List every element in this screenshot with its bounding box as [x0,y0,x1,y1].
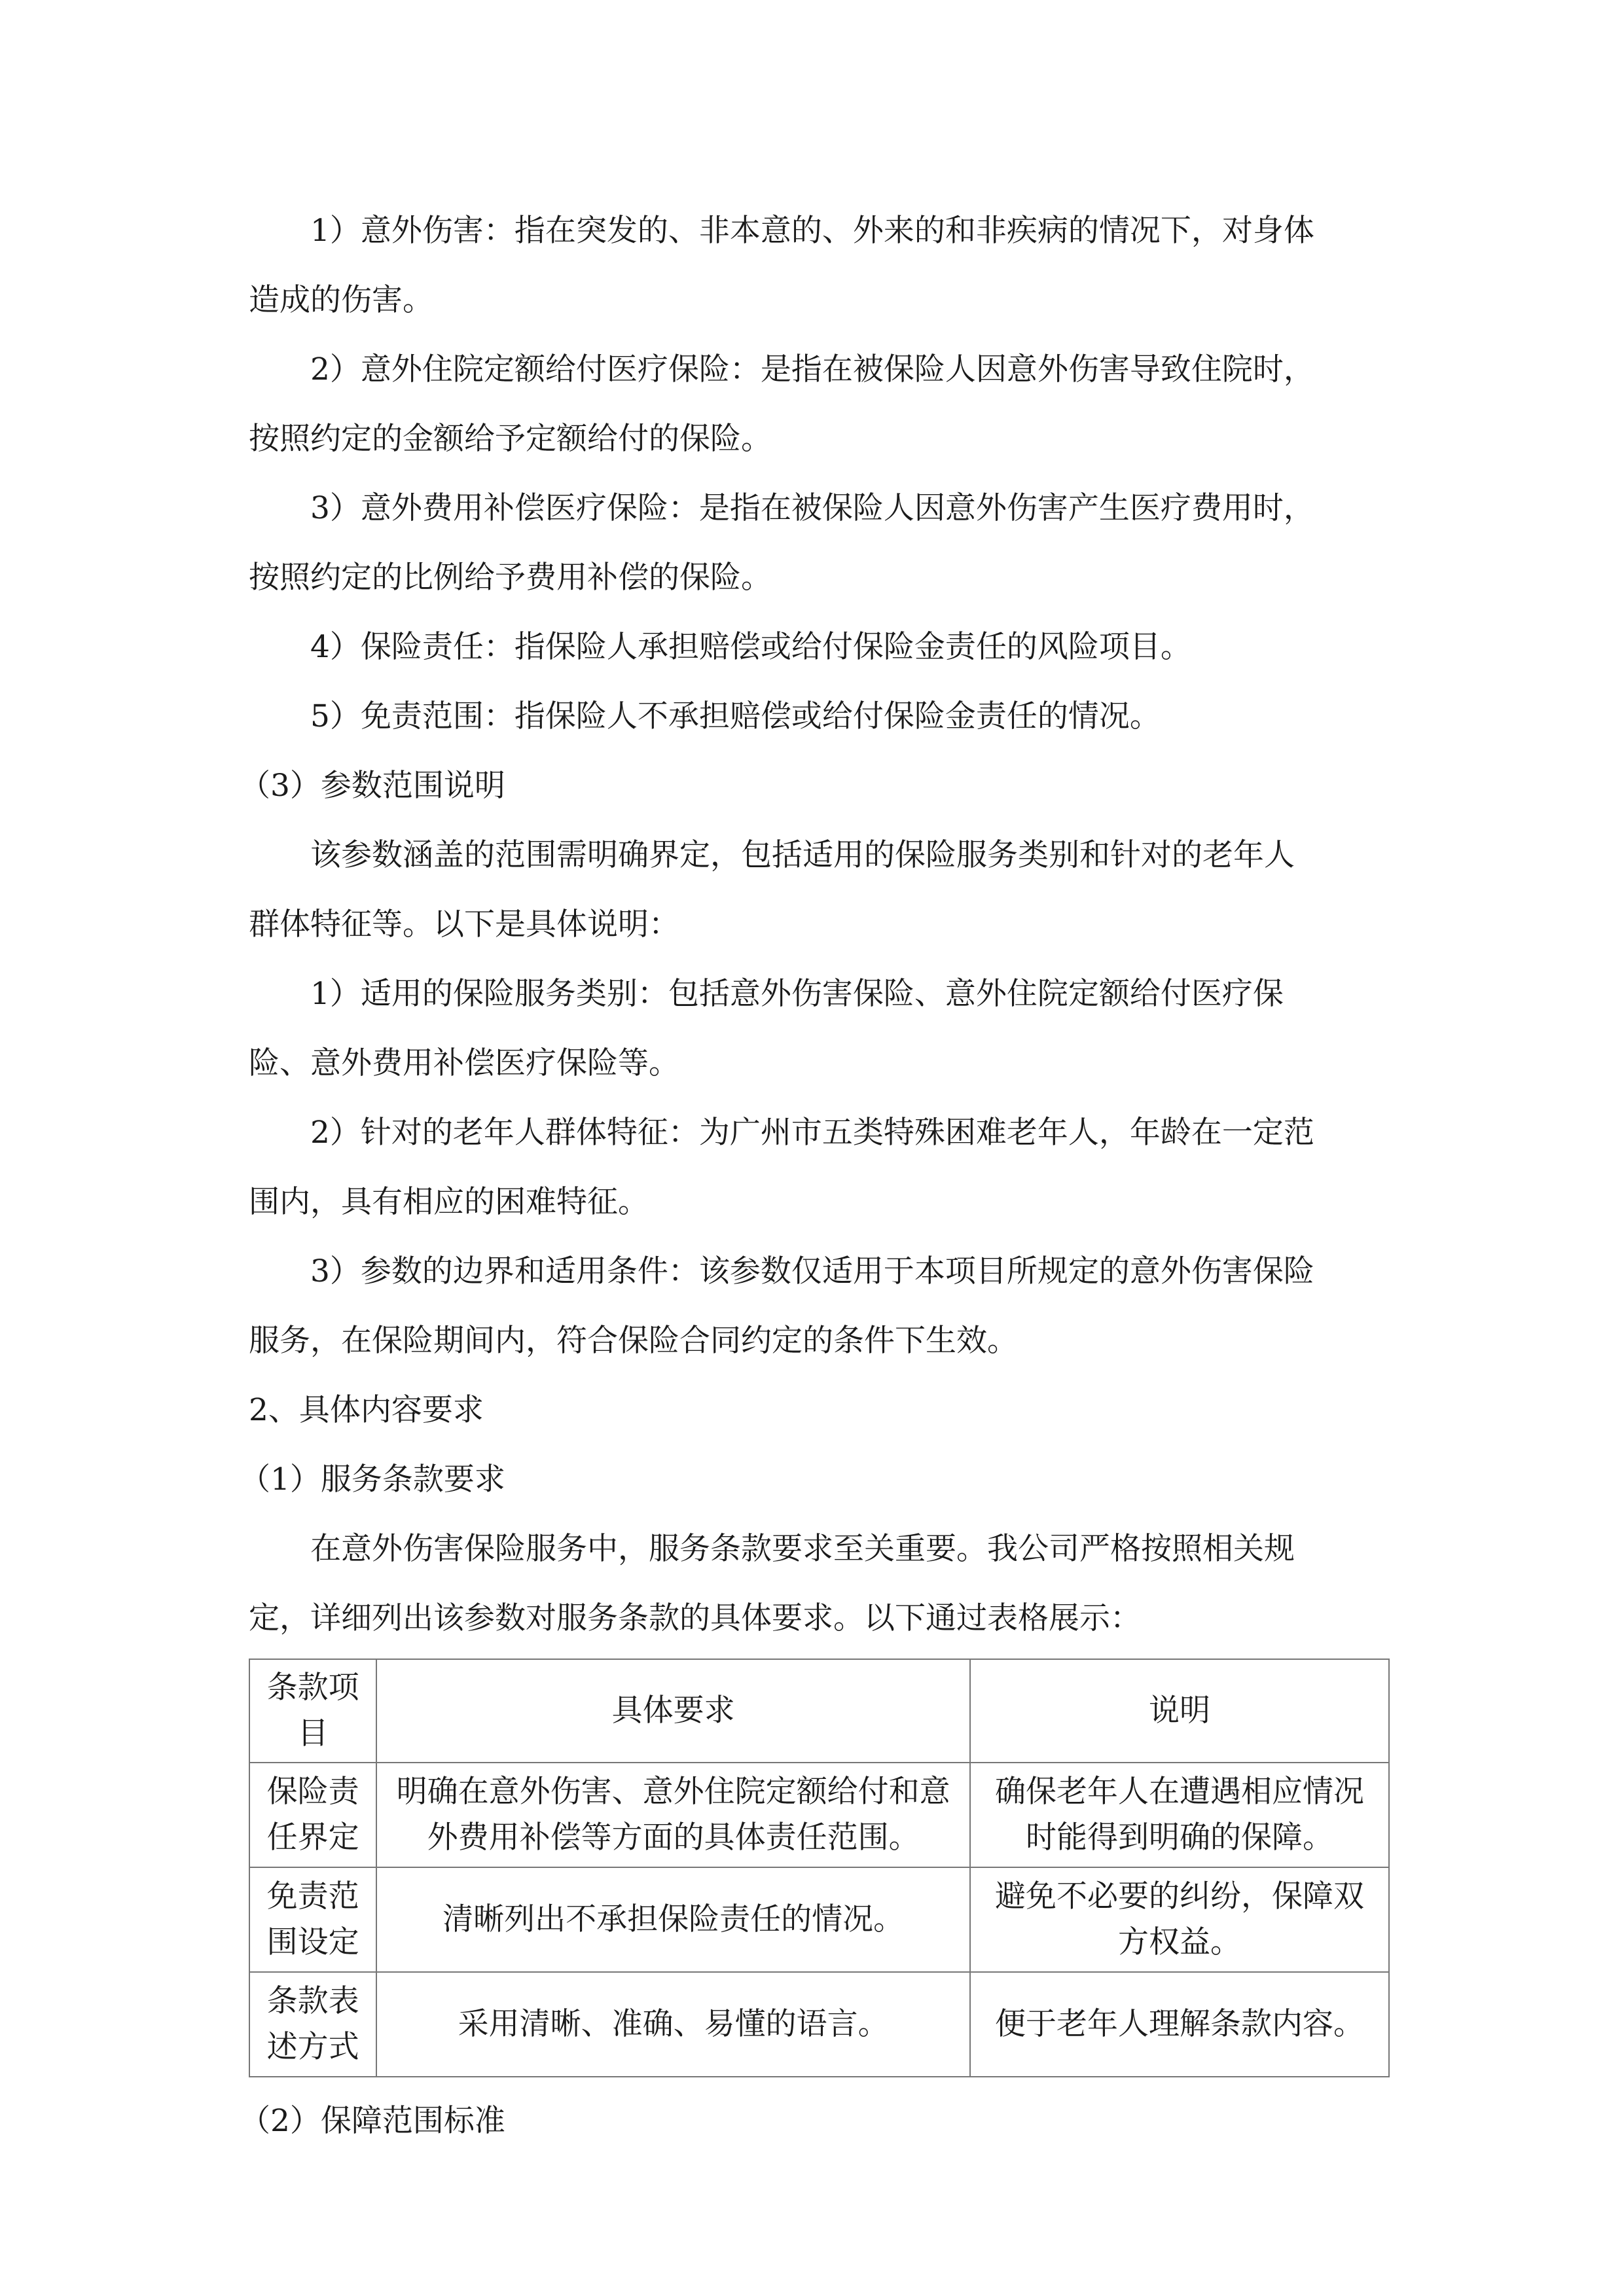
cell-line: 任界定 [266,1820,359,1856]
paragraph-accident-injury-line1: 1）意外伤害：指在突发的、非本意的、外来的和非疾病的情况下，对身体 [310,213,1314,249]
paragraph-service-types-line2: 险、意外费用补偿医疗保险等。 [249,1045,679,1081]
cell-requirement [376,1972,970,2077]
cell-line: 述方式 [266,2029,359,2065]
cell-line: 采用清晰、准确、易懂的语言。 [458,2006,889,2042]
table-row [249,1763,1389,1867]
paragraph-terms-intro-line2: 定，详细列出该参数对服务条款的具体要求。以下通过表格展示： [249,1600,1141,1636]
heading-service-terms: （1）服务条款要求 [240,1462,505,1498]
paragraph-hospital-fixed-line2: 按照约定的金额给予定额给付的保险。 [249,421,772,457]
paragraph-scope-intro-line2: 群体特征等。以下是具体说明： [249,906,679,942]
cell-line: 时能得到明确的保障。 [1026,1820,1334,1856]
header-term-item-line1: 条款项 [266,1670,359,1706]
cell-line: 避免不必要的纠纷，保障双 [995,1878,1365,1914]
paragraph-expense-comp-line2: 按照约定的比例给予费用补偿的保险。 [249,560,772,596]
heading-coverage-standard: （2）保障范围标准 [240,2103,505,2139]
cell-line: 便于老年人理解条款内容。 [995,2006,1365,2042]
cell-line: 明确在意外伤害、意外住院定额给付和意 [396,1774,950,1810]
cell-term-item [249,1763,376,1867]
cell-line: 条款表 [266,1983,359,2019]
document-page [240,196,1388,2156]
cell-note [970,1763,1389,1867]
service-terms-table [249,1659,1390,2077]
paragraph-expense-comp-line1: 3）意外费用补偿医疗保险：是指在被保险人因意外伤害产生医疗费用时， [310,490,1314,526]
paragraph-insurance-liability: 4）保险责任：指保险人承担赔偿或给付保险金责任的风险项目。 [310,629,1191,665]
header-term-item-line2: 目 [297,1715,329,1751]
cell-note [970,1867,1389,1972]
cell-line: 方权益。 [1118,1924,1242,1960]
heading-param-scope: （3）参数范围说明 [240,768,505,804]
cell-term-item [249,1867,376,1972]
table-row [249,1867,1389,1972]
table-row [249,1972,1389,2077]
header-note: 说明 [970,1659,1389,1763]
paragraph-hospital-fixed-line1: 2）意外住院定额给付医疗保险：是指在被保险人因意外伤害导致住院时， [310,351,1314,387]
paragraph-accident-injury-line2: 造成的伤害。 [249,282,433,318]
cell-line: 围设定 [266,1924,359,1960]
paragraph-service-types-line1: 1）适用的保险服务类别：包括意外伤害保险、意外住院定额给付医疗保 [310,976,1284,1012]
cell-line: 保险责 [266,1774,359,1810]
cell-term-item [249,1972,376,2077]
cell-line: 免责范 [266,1878,359,1914]
paragraph-exclusion-scope: 5）免责范围：指保险人不承担赔偿或给付保险金责任的情况。 [310,698,1161,734]
cell-line: 确保老年人在遭遇相应情况 [995,1774,1365,1810]
table-header-row [249,1659,1389,1763]
cell-note [970,1972,1389,2077]
cell-line: 清晰列出不承担保险责任的情况。 [442,1901,905,1937]
cell-line: 外费用补偿等方面的具体责任范围。 [427,1820,920,1856]
paragraph-elderly-group-line1: 2）针对的老年人群体特征：为广州市五类特殊困难老年人，年龄在一定范 [310,1115,1314,1151]
paragraph-boundary-line2: 服务，在保险期间内，符合保险合同约定的条件下生效。 [249,1323,1018,1359]
paragraph-scope-intro-line1: 该参数涵盖的范围需明确界定，包括适用的保险服务类别和针对的老年人 [310,837,1295,873]
paragraph-terms-intro-line1: 在意外伤害保险服务中，服务条款要求至关重要。我公司严格按照相关规 [310,1531,1295,1567]
heading-content-requirements: 2、具体内容要求 [249,1392,484,1428]
header-term-item [249,1659,376,1763]
paragraph-elderly-group-line2: 围内，具有相应的困难特征。 [249,1184,649,1220]
cell-requirement [376,1763,970,1867]
paragraph-boundary-line1: 3）参数的边界和适用条件：该参数仅适用于本项目所规定的意外伤害保险 [310,1253,1314,1289]
header-requirement: 具体要求 [376,1659,970,1763]
cell-requirement [376,1867,970,1972]
